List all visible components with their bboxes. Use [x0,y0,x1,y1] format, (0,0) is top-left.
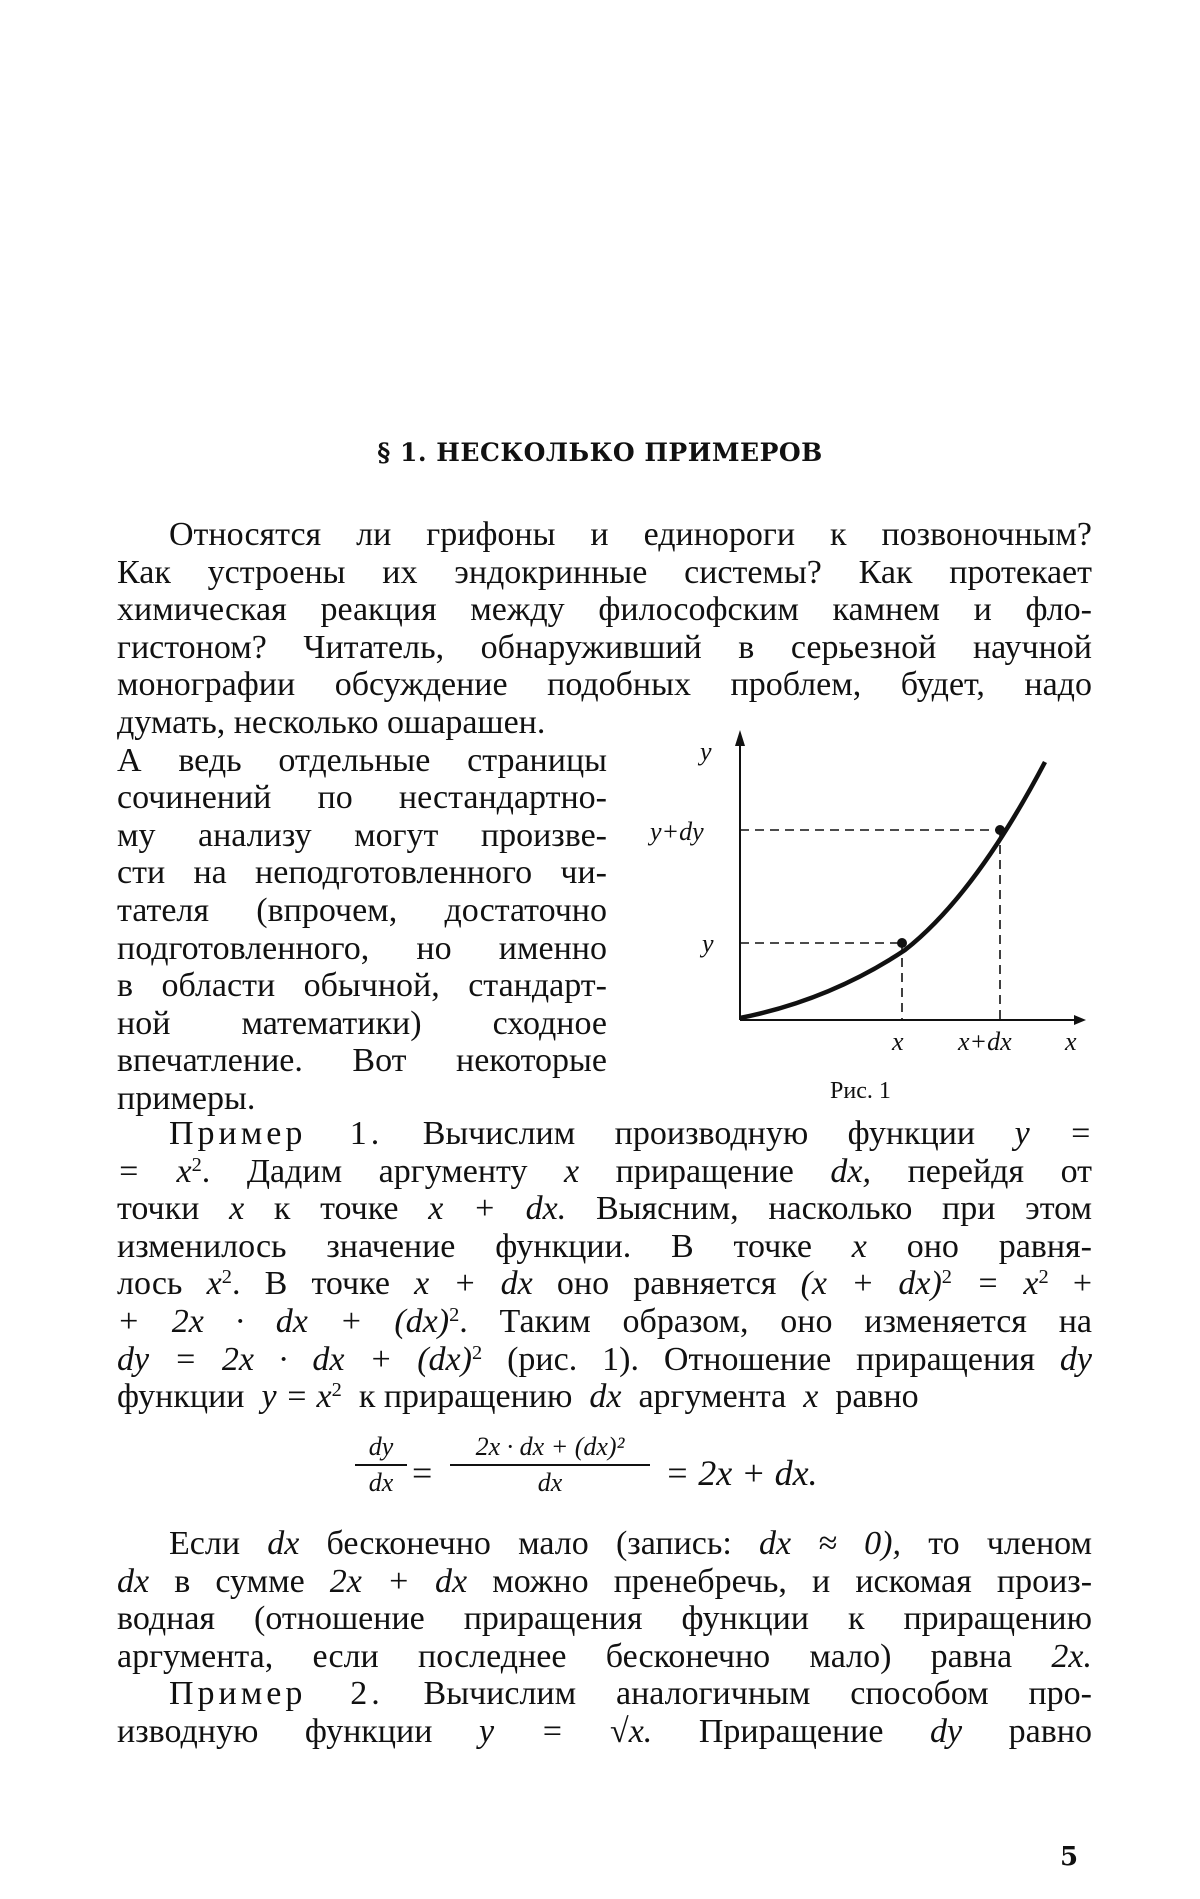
text-line: сочинений по нестандартно- [117,779,607,817]
text-line: точки x к точке x + dx. Выясним, насколько при этом [117,1190,1093,1228]
text-line: подготовленного, но именно [117,929,607,967]
text-line: Если dx бесконечно мало (запись: dx ≈ 0), то членом [169,1525,1093,1562]
figure-1 [640,700,1100,1060]
label-y-plus-dy: y+dy [650,817,704,846]
label-x: x [892,1027,904,1056]
section-heading: § 1. НЕСКОЛЬКО ПРИМЕРОВ [377,438,823,467]
text-line: лось $x^2$. В точке x + dx оно равняется $(x + dx)^2 = x^2$ + [117,1265,1093,1303]
text-line: думать, несколько ошарашен. [117,704,546,741]
text-line: водная (отношение приращения функции к приращению [117,1600,1092,1638]
text-line: аргумента, если последнее бесконечно мало) равна 2x. [117,1637,1092,1675]
text-line: изводную функции y = √x. Приращение dy равно [117,1712,1092,1750]
text-line: Как устроены их эндокринные системы? Как протекает [117,553,1092,591]
text-line: химическая реакция между философским камнем и фло- [117,591,1092,629]
text-line: dy = 2x · dx + (dx)$^2$ (рис. 1). Отношение приращения dy [117,1340,1093,1378]
text-line: тателя (впрочем, достаточно [117,891,607,929]
text-line: ной математики) сходное [117,1004,607,1042]
example-label: Пример 2. [169,1675,384,1712]
function-graph [640,700,1100,1060]
text-line: монографии обсуждение подобных проблем, будет, надо [117,666,1092,704]
x-axis-arrow [1074,1015,1086,1025]
page-number: 5 [1060,1842,1079,1872]
label-y: y [702,929,714,958]
text-line: А ведь отдельные страницы [117,741,607,779]
text-line: му анализу могут произве- [117,816,607,854]
text-line: Пример 1. Вычислим производную функции y = [169,1115,1093,1152]
example-1-paragraph [117,1115,1092,1416]
example-2-paragraph [117,1675,1092,1750]
text-line: dx в сумме 2x + dx можно пренебречь, и искомая произ- [117,1562,1093,1600]
figure-caption: Рис. 1 [830,1078,891,1104]
intro-paragraph-wrapped [117,704,607,1118]
text-line: гистоном? Читатель, обнаруживший в серьезной научной [117,628,1092,666]
limit-paragraph [117,1525,1092,1675]
text-line: изменилось значение функции. В точке x оно равня- [117,1227,1093,1265]
text-line: Пример 2. Вычислим аналогичным способом про- [169,1675,1092,1712]
axis-label-y: y [700,737,712,766]
fraction-dy-dx: dy dx [355,1432,407,1498]
fraction-increment: 2x · dx + (dx)² dx [450,1432,650,1498]
text-line: функции $y = x^2$ к приращению dx аргумента x равно [117,1378,919,1416]
axis-label-x: x [1065,1027,1077,1056]
text-line: сти на неподготовленного чи- [117,854,607,892]
label-x-plus-dx: x+dx [958,1027,1012,1056]
point-x-y [897,938,907,948]
text-line: Относятся ли грифоны и единороги к позвоночным? [169,516,1092,553]
text-line: примеры. [117,1079,256,1117]
text-line: = $x^2$. Дадим аргументу x приращение dx, перейдя от [117,1152,1093,1190]
intro-paragraph [117,516,1092,704]
point-x-dx [995,825,1005,835]
example-label: Пример 1. [169,1115,384,1152]
text-line: впечатление. Вот некоторые [117,1042,607,1080]
derivative-formula: dy dx = 2x · dx + (dx)² dx = 2x + dx. [0,1432,1200,1512]
y-axis-arrow [735,730,745,746]
text-line: в области обычной, стандарт- [117,967,607,1005]
text-line: + 2x · dx + (dx)$^2$. Таким образом, оно изменяется на [117,1302,1092,1340]
